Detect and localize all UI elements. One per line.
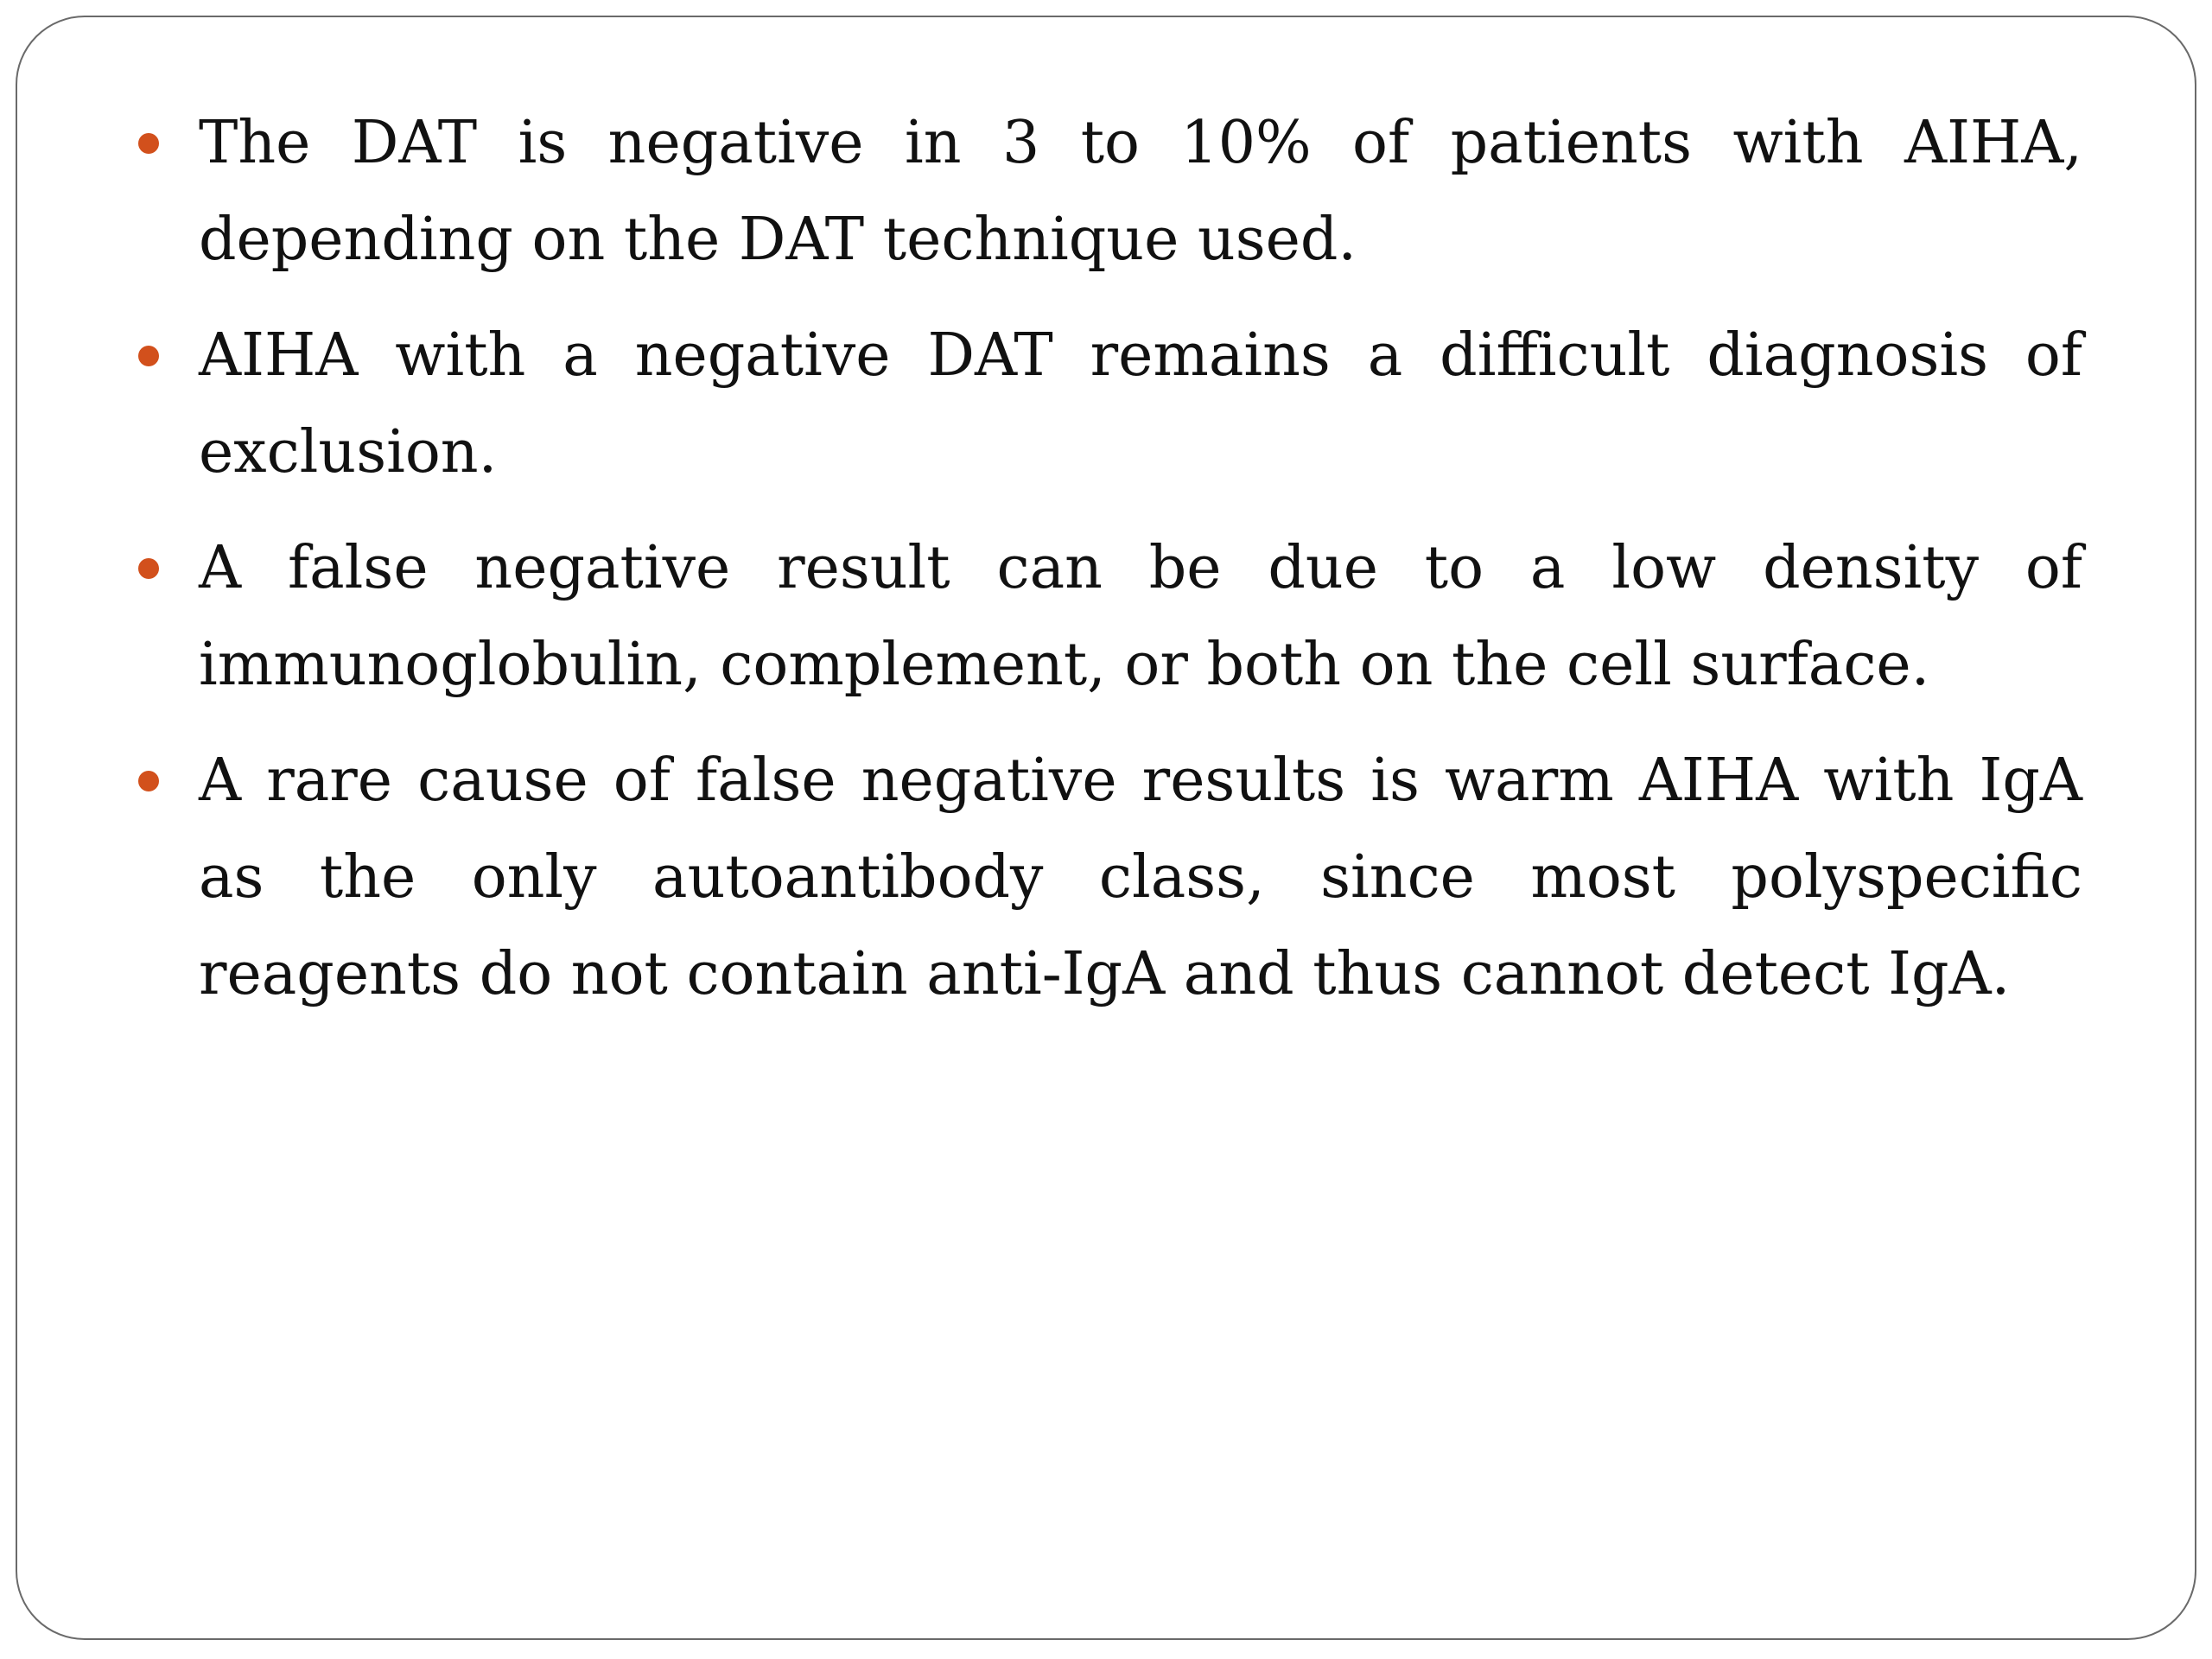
bullet-dot-icon [138,346,159,366]
bullet-text: A false negative result can be due to a low density of immunoglobulin, complement, or both on the cell surface. [199,534,2082,699]
bullet-dot-icon [138,133,159,154]
bullet-item [130,733,2082,1023]
bullet-list [130,95,2082,1042]
bullet-text: A rare cause of false negative results is warm AIHA with IgA as the only autoantibody class, since most polyspecific reagents do not contain anti-IgA and thus cannot detect IgA. [199,747,2082,1008]
bullet-dot-icon [138,771,159,791]
bullet-item [130,520,2082,714]
bullet-item [130,95,2082,289]
bullet-text: The DAT is negative in 3 to 10% of patients with AIHA, depending on the DAT technique used. [199,109,2082,274]
bullet-text: AIHA with a negative DAT remains a difficult diagnosis of exclusion. [199,321,2082,486]
bullet-item [130,308,2082,501]
bullet-dot-icon [138,558,159,579]
